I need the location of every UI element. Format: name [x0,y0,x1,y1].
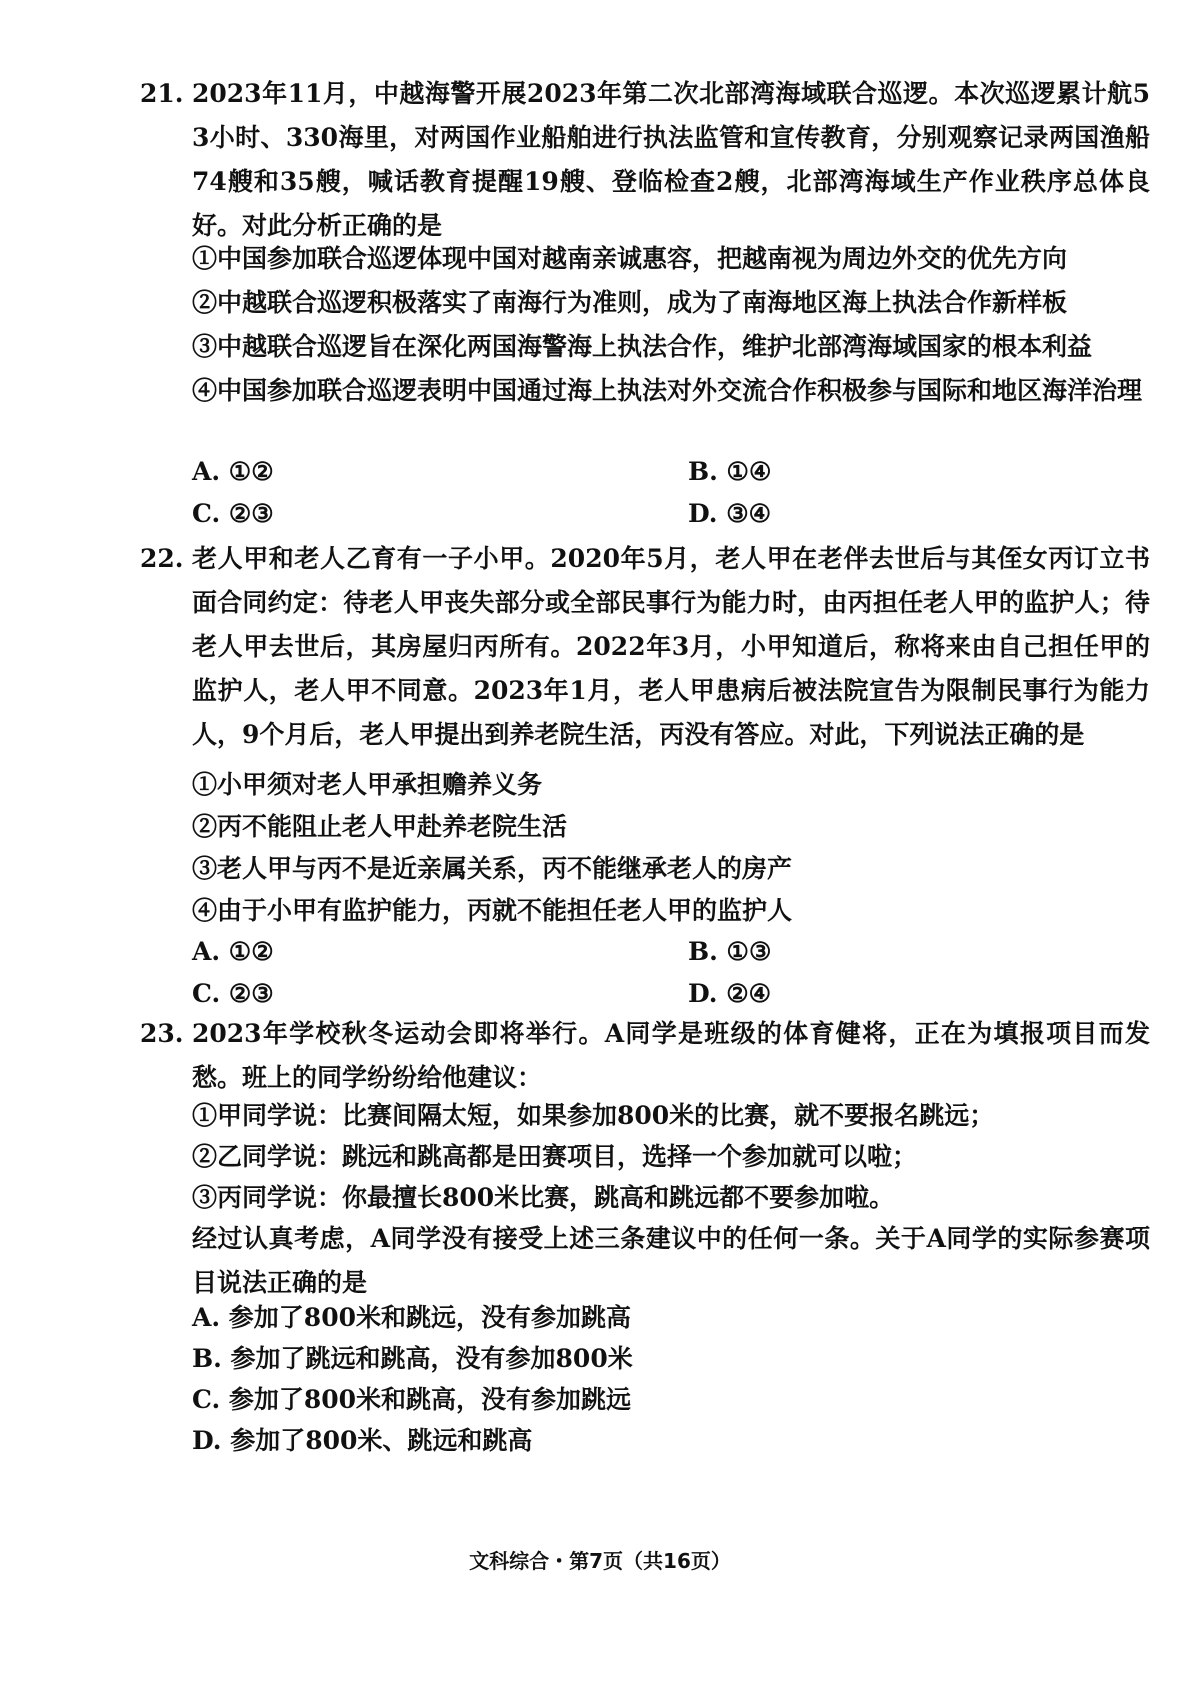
statement-item: ①小甲须对老人甲承担赡养义务 [192,770,543,799]
question-number: 21. [140,79,184,108]
statement-item: ③中越联合巡逻旨在深化两国海警海上执法合作，维护北部湾海域国家的根本利益 [192,332,1093,361]
statement-item: ③丙同学说：你最擅长800米比赛，跳高和跳远都不要参加啦。 [192,1183,895,1212]
statement-item: ③老人甲与丙不是近亲属关系，丙不能继承老人的房产 [192,854,793,883]
question-number: 22. [140,544,184,573]
option-d: D. ②④ [688,979,772,1008]
question-stem: 2023年学校秋冬运动会即将举行。A同学是班级的体育健将，正在为填报项目而发愁。班上的同学纷纷给他建议： [192,1019,1150,1092]
statement-item: ①中国参加联合巡逻体现中国对越南亲诚惠容，把越南视为周边外交的优先方向 [192,244,1068,273]
statement-item: ④中国参加联合巡逻表明中国通过海上执法对外交流合作积极参与国际和地区海洋治理 [192,376,1143,405]
statement-item: ②丙不能阻止老人甲赴养老院生活 [192,812,568,841]
option-d: D. 参加了800米、跳远和跳高 [192,1426,533,1455]
option-b: B. ①④ [688,457,772,486]
option-c: C. 参加了800米和跳高，没有参加跳远 [192,1385,632,1414]
statement-item: ②乙同学说：跳远和跳高都是田赛项目，选择一个参加就可以啦； [192,1142,918,1171]
option-a: A. ①② [192,457,274,486]
option-d: D. ③④ [688,499,772,528]
option-c: C. ②③ [192,979,274,1008]
statement-item: ②中越联合巡逻积极落实了南海行为准则，成为了南海地区海上执法合作新样板 [192,288,1068,317]
option-b: B. ①③ [688,937,772,966]
statement-item: ①甲同学说：比赛间隔太短，如果参加800米的比赛，就不要报名跳远； [192,1101,995,1130]
question-stem-continued: 经过认真考虑，A同学没有接受上述三条建议中的任何一条。关于A同学的实际参赛项目说法正确的是 [192,1224,1150,1297]
question-stem: 老人甲和老人乙育有一子小甲。2020年5月，老人甲在老伴去世后与其侄女丙订立书面合同约定：待老人甲丧失部分或全部民事行为能力时，由丙担任老人甲的监护人；待老人甲去世后，其房屋归丙所有。2022年3月，小甲知道后，称将来由自己担任甲的监护人，老人甲不同意。2023年1月，老人甲患病后被法院宣告为限制民事行为能力人，9个月后，老人甲提出到养老院生活，丙没有答应。对此，下列说法正确的是 [192,544,1150,749]
option-a: A. 参加了800米和跳远，没有参加跳高 [192,1303,631,1332]
statement-item: ④由于小甲有监护能力，丙就不能担任老人甲的监护人 [192,896,793,925]
page-footer: 文科综合・第7页（共16页） [469,1549,731,1573]
question-stem: 2023年11月，中越海警开展2023年第二次北部湾海域联合巡逻。本次巡逻累计航53小时、330海里，对两国作业船舶进行执法监管和宣传教育，分别观察记录两国渔船74艘和35艘，喊话教育提醒19艘、登临检查2艘，北部湾海域生产作业秩序总体良好。对此分析正确的是 [192,79,1150,240]
question-number: 23. [140,1019,184,1048]
option-c: C. ②③ [192,499,274,528]
option-a: A. ①② [192,937,274,966]
option-b: B. 参加了跳远和跳高，没有参加800米 [192,1344,633,1373]
